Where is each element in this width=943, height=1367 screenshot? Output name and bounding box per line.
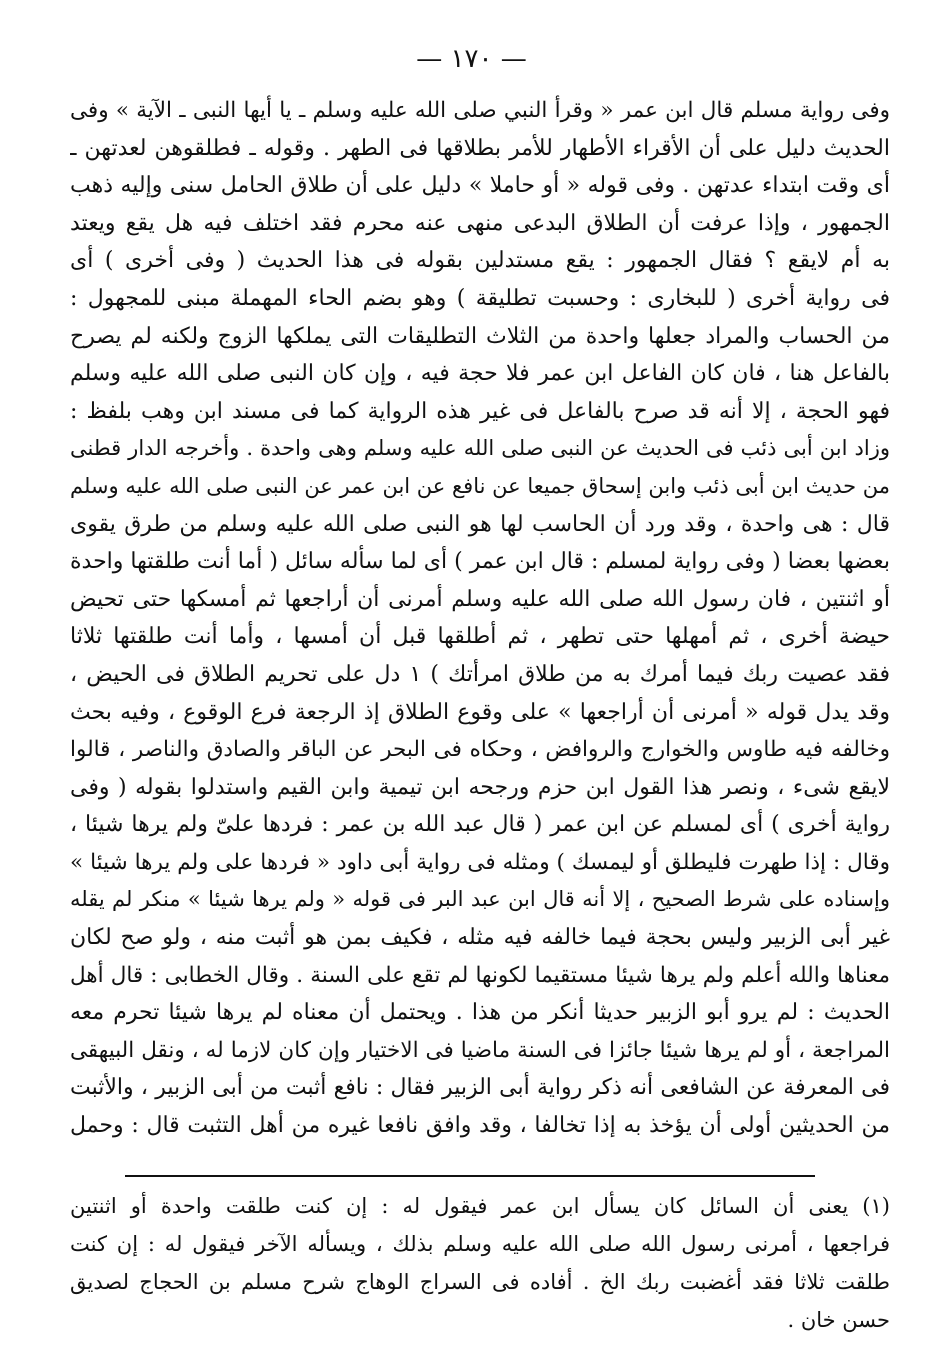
footnote-divider (125, 1175, 815, 1177)
text-line: قال : هى واحدة ، وقد ورد أن الحاسب لها هو النبى صلى الله عليه وسلم من طرق يقوى (70, 511, 890, 537)
text-line: وقال : إذا طهرت فليطلق أو ليمسك ) ومثله فى رواية أبى داود « فردها على ولم يرها شيئا » (70, 849, 890, 875)
page-number: — ١٧٠ — (416, 44, 527, 74)
text-line: الحديث : لم يرو أبو الزبير حديثا أنكر من هذا . ويحتمل أن معناه لم يرها شيئا تحرم معه (70, 1000, 890, 1026)
text-line: فى المعرفة عن الشافعى أنه ذكر رواية أبى الزبير فقال : نافع أثبت من أبى الزبير ، والأثبت (70, 1075, 890, 1101)
text-line: معناها والله أعلم ولم يرها شيئا مستقيما لكونها لم تقع على السنة . وقال الخطابى : قال أهل (70, 962, 890, 988)
text-line: فقد عصيت ربك فيما أمرك به من طلاق امرأتك ) ١ دل على تحريم الطلاق فى الحيض ، (70, 661, 890, 687)
main-text-body (70, 92, 890, 1145)
text-line: بالفاعل هنا ، فان كان الفاعل ابن عمر فلا حجة فيه ، وإن كان النبى صلى الله عليه وسلم (70, 361, 890, 387)
text-line: حيضة أخرى ، ثم أمهلها حتى تطهر ، ثم أطلقها قبل أن أمسها ، وأما أنت طلقتها ثلاثا (70, 624, 890, 650)
footnote-line: طلقت ثلاثا فقد أغضبت ربك الخ . أفاده فى السراج الوهاج شرح مسلم بن الحجاج لصديق (70, 1270, 890, 1294)
text-line: به أم لايقع ؟ فقال الجمهور : يقع مستدلين بقوله فى هذا الحديث ( وفى أخرى ) أى (70, 248, 890, 274)
text-line: الجمهور ، وإذا عرفت أن الطلاق البدعى منهى عنه محرم فقد اختلف فيه هل يقع ويعتد (70, 210, 890, 236)
text-line: غير أبى الزبير وليس بحجة فيما خالفه فيه مثله ، فكيف بمن هو أثبت منه ، ولو صح لكان (70, 925, 890, 951)
text-line: لايقع شىء ، ونصر هذا القول ابن حزم ورجحه ابن تيمية وابن القيم واستدلوا بقوله ( وفى (70, 774, 890, 800)
footnote-line: فراجعها ، أمرنى رسول الله صلى الله عليه وسلم بذلك ، ويسأله الآخر فيقول له : إن كنت (70, 1232, 890, 1256)
text-line: وإسناده على شرط الصحيح ، إلا أنه قال ابن عبد البر فى قوله « ولم يرها شيئا » منكر لم يقله (70, 887, 890, 912)
text-line: بعضها بعضا ( وفى رواية لمسلم : قال ابن عمر ) أى لما سأله سائل ( أما أنت طلقتها واحدة (70, 549, 890, 575)
text-line: فهو الحجة ، إلا أنه قد صرح بالفاعل فى غير هذه الرواية كما فى مسند ابن وهب بلفظ : (70, 398, 890, 424)
text-line: من حديث ابن أبى ذئب وابن إسحاق جميعا عن نافع عن ابن عمر عن النبى صلى الله عليه وسلم (70, 473, 890, 498)
text-line: أو اثنتين ، فان رسول الله صلى الله عليه وسلم أمرنى أن أراجعها ثم أمسكها حتى تحيض (70, 586, 890, 612)
text-line: فى رواية أخرى ( للبخارى : وحسبت تطليقة ) وهو بضم الحاء المهملة مبنى للمجهول : (70, 285, 890, 311)
text-line: من الحديثين أولى أن يؤخذ به إذا تخالفا ، وقد وافق نافعا غيره من أهل التثبت قال : وحمل (70, 1113, 890, 1139)
text-line: من الحساب والمراد جعلها واحدة من الثلاث التطليقات التى يملكها الزوج ولكنه لم يصرح (70, 323, 890, 349)
text-line: وزاد ابن أبى ذئب فى الحديث عن النبى صلى الله عليه وسلم وهى واحدة . وأخرجه الدار قطنى (70, 436, 890, 461)
text-line: أى وقت ابتداء عدتهن . وفى قوله « أو حاملا » دليل على أن طلاق الحامل سنى وإليه ذهب (70, 173, 890, 199)
text-line: رواية أخرى ) أى لمسلم عن ابن عمر ( قال عبد الله بن عمر : فردها علىّ ولم يرها شيئا ، (70, 812, 890, 838)
text-line: وخالفه فيه طاوس والخوارج والروافض ، وحكاه فى البحر عن الباقر والصادق والناصر ، قالوا (70, 737, 890, 763)
text-line: وفى رواية مسلم قال ابن عمر « وقرأ النبي صلى الله عليه وسلم ـ يا أيها النبى ـ الآية » وفى (70, 98, 890, 123)
text-line: وقد يدل قوله « أمرنى أن أراجعها » على وقوع الطلاق إذ الرجعة فرع الوقوع ، وفيه بحث (70, 699, 890, 725)
footnote-line: حسن خان . (787, 1308, 890, 1332)
footnote (70, 1187, 890, 1339)
text-line: الحديث دليل على أن الأقراء الأطهار للأمر بطلاقها فى الطهر . وقوله ـ فطلقوهن لعدتهن ـ (70, 135, 890, 161)
text-line: المراجعة ، أو لم يرها شيئا جائزا فى السنة ماضيا فى الاختيار وإن كان لازما له ، ونقل البيهقى (70, 1037, 890, 1063)
footnote-line: (١) يعنى أن السائل كان يسأل ابن عمر فيقول له : إن كنت طلقت واحدة أو اثنتين (70, 1194, 890, 1218)
